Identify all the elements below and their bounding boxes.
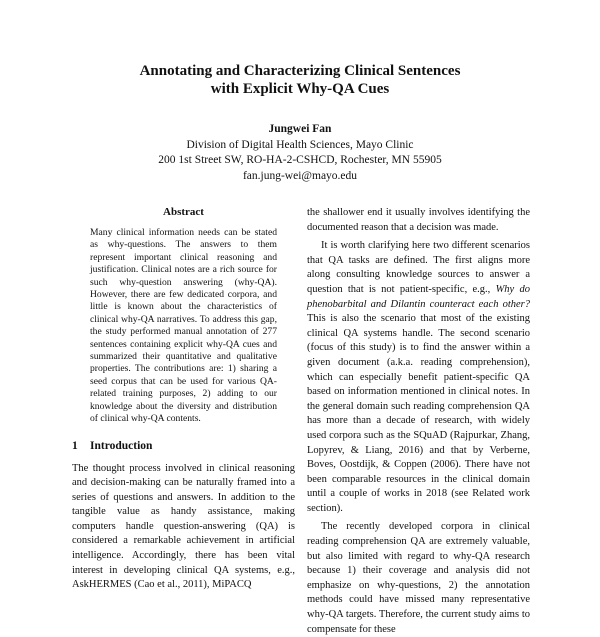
author-email: fan.jung-wei@mayo.edu <box>242 169 358 182</box>
paragraph-recent-corpora: The recently developed corpora in clinical reading comprehension QA are extremely valuable, but also limited with regard to why-QA research because 1) their coverage and analysis did not emphasize on why-questions, 2) the annotation methods could have missed many representative why-QA targets. Therefore, the current study aims to compensate for these <box>307 521 530 635</box>
section-heading-introduction <box>72 439 295 453</box>
section-title: Introduction <box>90 439 153 452</box>
left-column <box>72 205 295 593</box>
section-number: 1 <box>72 439 78 452</box>
intro-paragraph-1: The thought process involved in clinical reasoning and decision-making can be naturally framed into a series of questions and answers. In addition to the tangible value as handy assistance, making computers handle question-answering (QA) is considered a remarkable achievement in artificial intelligence. Accordingly, there has been vital interest in developing clinical QA systems, e.g., AskHERMES (Cao et al., 2011), MiPACQ <box>72 462 295 591</box>
paragraph-scenarios <box>307 239 530 516</box>
right-column <box>307 206 530 637</box>
scenarios-text-a: It is worth clarifying here two different scenarios that QA tasks are defined. The first aligns more along consulting knowledge sources to answer a question that is not patient-specific, e.g., <box>307 240 530 295</box>
author-block <box>0 122 600 184</box>
abstract-text: Many clinical information needs can be stated as why-questions. The answers to them represent important clinical reasoning and justification. Clinical notes are a rich source for such why-question answering (why-QA). However, there are few dedicated corpora, and little is known about the characteristics of clinical why-QA narratives. To address this gap, the study performed manual annotation of 277 sentences containing explicit why-QA cues and summarized their quantitative and qualitative properties. The contributions are: 1) sharing a seed corpus that can be used for various QA-related training purposes, 2) adding to our knowledge about the diversity and distribution of clinical why-QA contents. <box>90 227 277 425</box>
author-affiliation: Division of Digital Health Sciences, Mayo Clinic <box>186 138 414 151</box>
paper-title <box>0 62 600 98</box>
continued-paragraph: the shallower end it usually involves identifying the documented reason that a decision was made. <box>307 207 530 233</box>
author-name: Jungwei Fan <box>268 123 332 135</box>
title-line-2: with Explicit Why-QA Cues <box>210 81 390 97</box>
title-line-1: Annotating and Characterizing Clinical Sentences <box>139 63 461 79</box>
example-question: Why do phenobarbital and Dilantin counteract each other? <box>307 283 530 310</box>
abstract-heading: Abstract <box>163 206 204 218</box>
author-address: 200 1st Street SW, RO-HA-2-CSHCD, Rochester, MN 55905 <box>158 154 442 166</box>
scenarios-text-b: This is also the scenario that most of the existing clinical QA systems handle. The second scenario (focus of this study) is to find the answer within a given document (a.k.a. reading comprehension), which can especially benefit patient-specific QA based on information mentioned in clinical notes. In the general domain such reading comprehension QA has more than a decade of research, with widely used corpora such as the SQuAD (Rajpurkar, Zhang, Lopyrev, & Liang, 2016) and that by Verberne, Boves, Oostdijk, & Coppen (2006). There have not been comparable resources in the clinical domain until a couple of works in 2018 (see Related work section). <box>307 313 530 514</box>
